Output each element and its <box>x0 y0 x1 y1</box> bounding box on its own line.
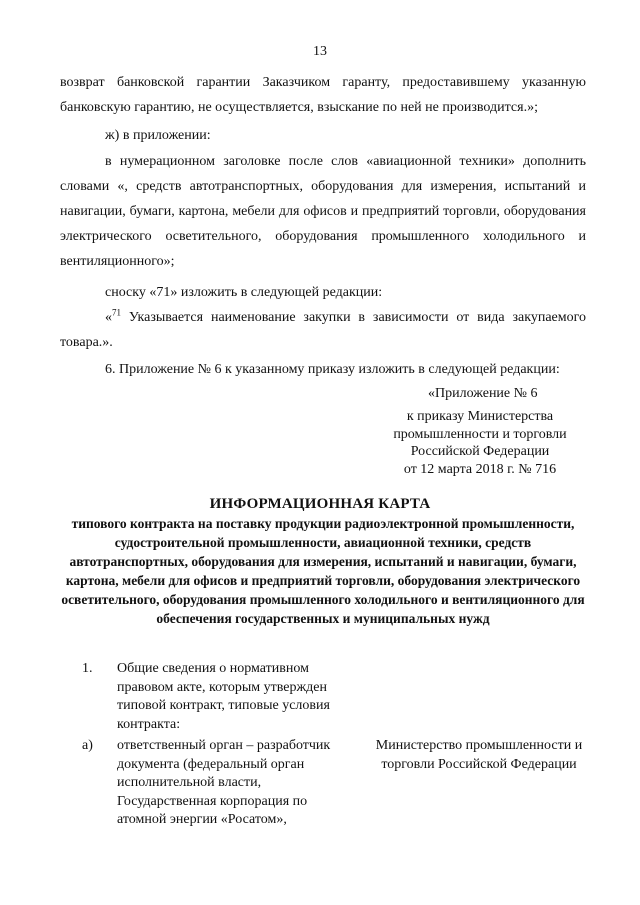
appendix-line: промышленности и торговли <box>393 426 567 442</box>
paragraph-line: возврат банковской гарантии Заказчиком гаранту, предоставившему указанную <box>60 75 586 90</box>
paragraph: сноску «71» изложить в следующей редакции: <box>105 285 383 300</box>
footnote-open-quote: « <box>105 310 112 325</box>
table-row-number: а) <box>82 738 93 753</box>
paragraph-line: банковскую гарантию, не осуществляется, взыскание по ней не производится.»; <box>60 100 538 115</box>
appendix-heading: «Приложение № 6 <box>428 386 538 401</box>
appendix-line: от 12 марта 2018 г. № 716 <box>403 461 557 477</box>
appendix-block <box>380 408 580 478</box>
footnote-number: 71 <box>112 307 121 318</box>
card-subtitle: типового контракта на поставку продукции радиоэлектронной промышленности, судостроительной промышленности, авиационной техники, средств автотранспортных, оборудования для измерения, испытаний и навигации, бумаги, картона, мебели для офисов и предприятий торговли, оборудования электрического осветительного, оборудования промышленного холодильного и вентиляционного для обеспечения государственных и муниципальных нужд <box>61 516 585 626</box>
page-number: 13 <box>313 44 327 59</box>
table-row-number: 1. <box>82 661 93 676</box>
paragraph: в нумерационном заголовке после слов «авиационной техники» дополнить словами «, средств автотранспортных, оборудования для измерения, испытаний и навигации, бумаги, картона, мебели для офисов и предприятий торговли, оборудования электрического осветительного, оборудования промышленного холодильного и вентиляционного»; <box>60 154 586 269</box>
paragraph: 6. Приложение № 6 к указанному приказу изложить в следующей редакции: <box>105 362 560 377</box>
appendix-line: к приказу Министерства <box>406 409 554 424</box>
table-row-text: ответственный орган – разработчик документа (федеральный орган исполнительной власти, Государственная корпорация по атомной энергии «Росатом», <box>117 738 331 827</box>
table-row-text: Общие сведения о нормативном правовом акте, которым утвержден типовой контракт, типовые условия контракта: <box>117 661 330 732</box>
table-row-value: Министерство промышленности и торговли Российской Федерации <box>375 738 583 772</box>
footnote-text: Указывается наименование закупки в зависимости от вида закупаемого товара.». <box>60 310 586 350</box>
paragraph: ж) в приложении: <box>105 128 211 143</box>
card-title: ИНФОРМАЦИОННАЯ КАРТА <box>209 496 431 512</box>
footnote-paragraph <box>60 305 586 355</box>
appendix-line: Российской Федерации <box>410 444 550 459</box>
